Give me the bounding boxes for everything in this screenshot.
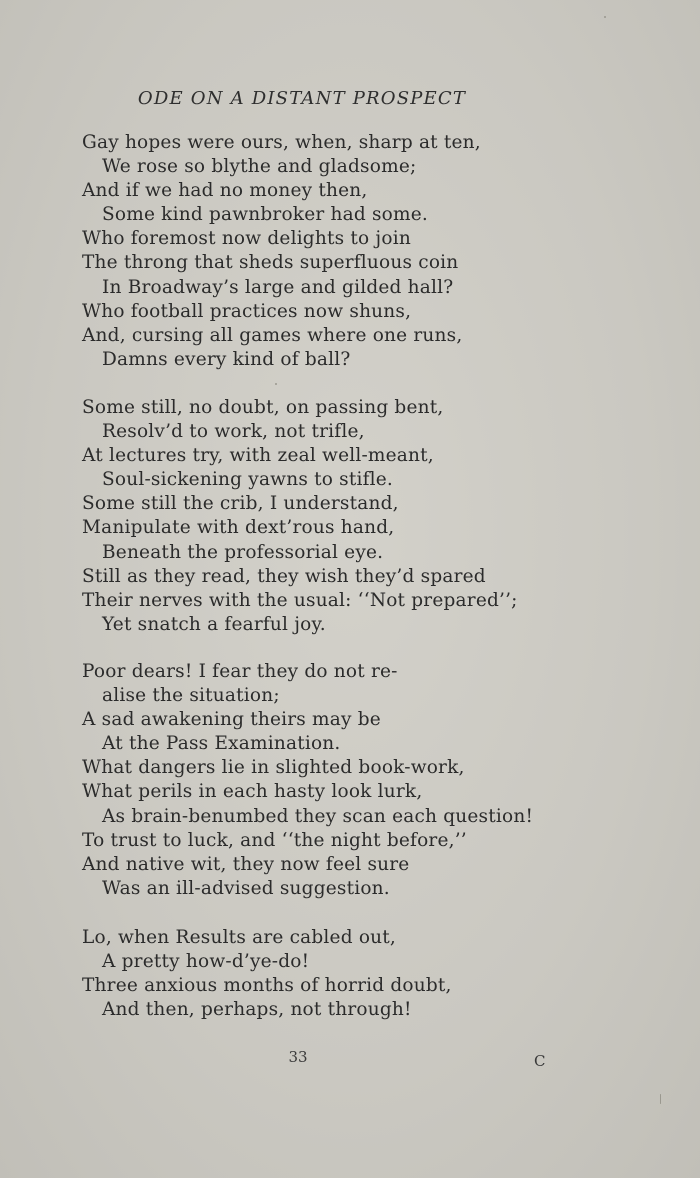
poem-line: What dangers lie in slighted book-work, [82, 757, 465, 779]
poem-line: We rose so blythe and gladsome; [102, 156, 417, 178]
poem-line: The throng that sheds superfluous coin [82, 252, 459, 274]
poem-line: Their nerves with the usual: ‘‘Not prepared’’; [82, 589, 518, 611]
poem-line: To trust to luck, and ‘‘the night before,’’ [82, 829, 467, 851]
poem-line: Resolv’d to work, not trifle, [102, 421, 365, 443]
paper-speck [660, 1094, 661, 1104]
stanza [82, 396, 542, 637]
poem-line: A pretty how-d’ye-do! [102, 951, 310, 973]
poem-line: Damns every kind of ball? [102, 348, 351, 370]
poem-line: alise the situation; [102, 685, 280, 707]
poem-line: And, cursing all games where one runs, [82, 324, 463, 346]
poem-line: In Broadway’s large and gilded hall? [102, 276, 454, 298]
poem-line: Soul-sickening yawns to stifle. [102, 469, 393, 491]
poem-line: At the Pass Examination. [102, 733, 341, 755]
signature-mark: C [534, 1052, 546, 1070]
poem-line: And then, perhaps, not through! [102, 999, 412, 1021]
stanza [82, 131, 542, 372]
poem-line: Three anxious months of horrid doubt, [82, 975, 452, 997]
stanza [82, 926, 542, 1022]
stanza [82, 660, 542, 901]
poem-line: At lectures try, with zeal well-meant, [82, 445, 434, 467]
poem-line: Still as they read, they wish they’d spared [82, 565, 486, 587]
poem-line: Who foremost now delights to join [82, 228, 411, 250]
poem-line: What perils in each hasty look lurk, [82, 781, 423, 803]
poem-line: Manipulate with dext’rous hand, [82, 517, 395, 539]
poem-line: Some still, no doubt, on passing bent, [82, 397, 444, 418]
poem-line: Some kind pawnbroker had some. [102, 204, 428, 226]
poem-line: As brain-benumbed they scan each question! [102, 805, 534, 827]
poem-line: Who football practices now shuns, [82, 300, 412, 322]
paper-speck [275, 383, 277, 385]
poem-line: Some still the crib, I understand, [82, 493, 399, 515]
poem-line: And native wit, they now feel sure [82, 853, 410, 875]
poem-line: Was an ill-advised suggestion. [102, 877, 390, 899]
poem-line: A sad awakening theirs may be [82, 709, 381, 731]
poem-line: Yet snatch a fearful joy. [102, 613, 326, 635]
paper-speck [604, 16, 606, 18]
poem-line: Lo, when Results are cabled out, [82, 927, 396, 948]
page-number: 33 [288, 1048, 308, 1066]
poem-title: ODE ON A DISTANT PROSPECT [137, 88, 467, 109]
poem-line: Poor dears! I fear they do not re- [82, 661, 398, 682]
poem-line: And if we had no money then, [82, 180, 368, 202]
poem-line: Beneath the professorial eye. [102, 541, 384, 563]
poem-line: Gay hopes were ours, when, sharp at ten, [82, 132, 481, 153]
